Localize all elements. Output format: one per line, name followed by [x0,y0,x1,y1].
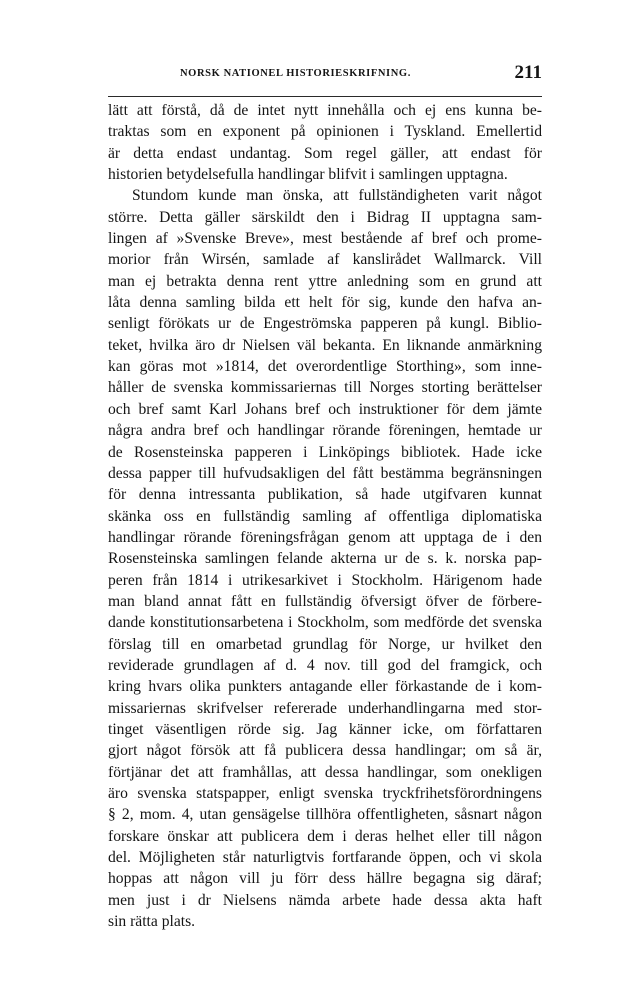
text-line: handlingar rörande föreningsfrågan genom att upptaga de i den [108,528,542,546]
text-line: forskare önskar att publicera dem i deras helhet eller till någon [108,827,542,845]
text-line: lingen af »Svenske Breve», mest bestående af bref och prome- [108,230,542,248]
text-line: gjort något försök att få publicera dessa handlingar; om så är, [108,742,542,760]
text-line: missariernas skrifvelser refererade underhandlingarna med stor- [108,699,542,717]
body-text [108,100,542,932]
page-number: 211 [514,62,542,83]
page-header [108,62,542,88]
text-line: de Rosensteinska papperen i Linköpings bibliotek. Hade icke [108,443,542,461]
text-line: hoppas att någon vill ju förr dess hällre begagna sig däraf; [108,870,542,888]
text-line: reviderade grundlagen af d. 4 nov. till god del framgick, och [108,656,542,674]
text-line: dande konstitutionsarbetena i Stockholm, som medförde det svenska [108,614,542,632]
paragraph-1 [108,100,542,185]
text-line: förtjänar det att framhållas, att dessa handlingar, som onekligen [108,763,542,781]
running-title: NORSK NATIONEL HISTORIESKRIFNING. [180,68,411,79]
text-line: äro svenska statspapper, enligt svenska tryckfrihetsförordningens [108,785,542,802]
text-line: några andra bref och handlingar rörande föreningen, hemtade ur [108,422,542,440]
text-line: håller de svenska kommissariernas till Norges storting berättelser [108,379,542,397]
text-line: peren från 1814 i utrikesarkivet i Stockholm. Härigenom hade [108,571,542,589]
text-line: tinget väsentligen rörde sig. Jag känner icke, om författaren [108,720,542,738]
text-line: morior från Wirsén, samlade af kanslirådet Wallmarck. Vill [108,251,542,269]
text-line: låta denna samling bilda ett helt för sig, kunde den hafva an- [108,294,542,312]
text-line: teket, hvilka äro dr Nielsen väl bekanta. En liknande anmärkning [108,336,542,354]
text-line: Stundom kunde man önska, att fullständigheten varit något [132,187,542,205]
text-line: är detta endast undantag. Som regel gäller, att endast för [108,144,542,162]
text-line: och bref samt Karl Johans bref och instruktioner för dem jämte [108,400,542,418]
text-line: sin rätta plats. [108,913,196,931]
text-line: men just i dr Nielsens nämda arbete hade dessa akta haft [108,891,542,909]
text-line: traktas som en exponent på opinionen i Tyskland. Emellertid [108,123,542,141]
text-line: kan göras mot »1814, det overordentlige Storthing», som inne- [108,358,542,376]
text-line: man bland annat fått en fullständig öfversigt öfver de förbere- [108,592,542,610]
text-line: dessa papper till hufvudsakligen del fått bestämma begränsningen [108,464,542,482]
text-line: förslag till en omarbetad grundlag för Norge, ur hvilket den [108,635,542,653]
text-line: kring hvars olika punkters antagande eller förkastande de i kom- [108,678,542,696]
text-line: större. Detta gäller särskildt den i Bidrag II upptagna sam- [108,208,542,226]
text-line: man ej betrakta denna rent yttre anledning som en grund att [108,272,542,290]
header-rule [108,96,542,97]
text-line: historien betydelsefulla handlingar blifvit i samlingen upptagna. [108,166,508,184]
text-line: § 2, mom. 4, utan gensägelse tillhöra offentligheten, såsnart någon [108,806,542,824]
text-line: lätt att förstå, då de intet nytt innehålla och ej ens kunna be- [108,102,542,119]
text-line: del. Möjligheten står naturligtvis fortfarande öppen, och vi skola [108,849,542,867]
text-line: senligt förökats ur de Engeströmska papperen på kungl. Biblio- [108,315,542,333]
text-line: för denna intressanta publikation, så hade utgifvaren kunnat [108,486,542,504]
paragraph-2 [108,185,542,932]
text-line: Rosensteinska samlingen felande akterna ur de s. k. norska pap- [108,550,542,568]
text-line: skänka oss en fullständig samling af offentliga diplomatiska [108,507,542,525]
